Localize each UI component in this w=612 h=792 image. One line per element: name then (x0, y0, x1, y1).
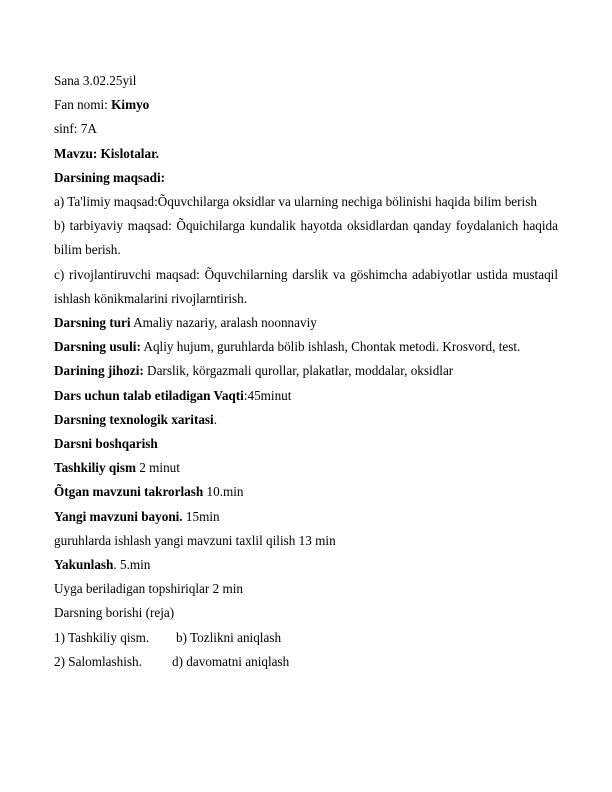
duration-value: :45minut (243, 387, 292, 403)
subject-value: Kimyo (111, 97, 150, 113)
tech-map-label: Darsning texnologik xaritasi (54, 411, 214, 427)
organizational-label: Tashkiliy qism (54, 460, 136, 476)
plan-item-1b: b) Tozlikni aniqlash (176, 629, 282, 645)
equipment-line (54, 359, 558, 383)
management-heading (54, 432, 558, 456)
topic-text: Mavzu: Kislotalar. (54, 145, 160, 161)
subject-line (54, 93, 558, 117)
new-topic-line (54, 505, 558, 529)
goals-heading (54, 166, 558, 190)
goals-heading-text: Darsining maqsadi: (54, 169, 166, 185)
goal-b: b) tarbiyaviy maqsad: Õquichilarga kundalik hayotda oksidlardan qanday foydalanich haqida bilim berish. (54, 218, 558, 258)
lesson-type-line (54, 311, 558, 335)
equipment-value: Darslik, körgazmali qurollar, plakatlar, moddalar, oksidlar (143, 363, 454, 379)
duration-line (54, 384, 558, 408)
plan-item-1a: 1) Tashkiliy qism. (54, 629, 150, 645)
management-heading-text: Darsni boshqarish (54, 436, 158, 452)
homework-line: Uyga beriladigan topshiriqlar 2 min (54, 581, 243, 597)
lesson-type-label: Darsning turi (54, 315, 131, 331)
plan-row-1 (54, 626, 558, 650)
lesson-type-value: Amaliy nazariy, aralash noonnaviy (130, 315, 317, 331)
conclusion-value: . 5.min (113, 557, 151, 573)
conclusion-label: Yakunlash (54, 557, 114, 573)
new-topic-value: 15min (182, 508, 220, 524)
lesson-method-value: Aqliy hujum, guruhlarda bölib ishlash, Chontak metodi. Krosvord, test. (140, 339, 521, 355)
subject-label: Fan nomi: (54, 97, 112, 113)
plan-item-2b: d) davomatni aniqlash (172, 653, 290, 669)
lesson-method-line (54, 335, 558, 359)
goal-c: c) rivojlantiruvchi maqsad: Õquvchilarning darslik va göshimcha adabiyotlar ustida mustaqil ishlash könikmalarini rivojlarntirish. (54, 266, 558, 306)
plan-heading: Darsning borishi (reja) (54, 605, 175, 621)
organizational-value: 2 minut (135, 460, 180, 476)
new-topic-label: Yangi mavzuni bayoni. (54, 508, 183, 524)
duration-label: Dars uchun talab etiladigan Vaqti (54, 387, 244, 403)
review-label: Õtgan mavzuni takrorlash (54, 484, 204, 500)
review-line (54, 480, 558, 504)
plan-row-2 (54, 650, 558, 674)
date-line: Sana 3.02.25yil (54, 73, 137, 88)
conclusion-line (54, 553, 558, 577)
tech-map-line (54, 408, 558, 432)
goal-a: a) Ta'limiy maqsad:Õquvchilarga oksidlar va ularning nechiga bölinishi haqida bilim berish (54, 194, 537, 210)
organizational-line (54, 456, 558, 480)
group-work-line: guruhlarda ishlash yangi mavzuni taxlil qilish 13 min (54, 532, 336, 548)
class-line: sinf: 7A (54, 121, 97, 137)
plan-item-2a: 2) Salomlashish. (54, 653, 142, 669)
topic-line (54, 142, 558, 166)
equipment-label: Darining jihozi: (54, 363, 144, 379)
tech-map-suffix: . (213, 411, 218, 427)
review-value: 10.min (203, 484, 244, 500)
lesson-method-label: Darsning usuli: (54, 339, 141, 355)
